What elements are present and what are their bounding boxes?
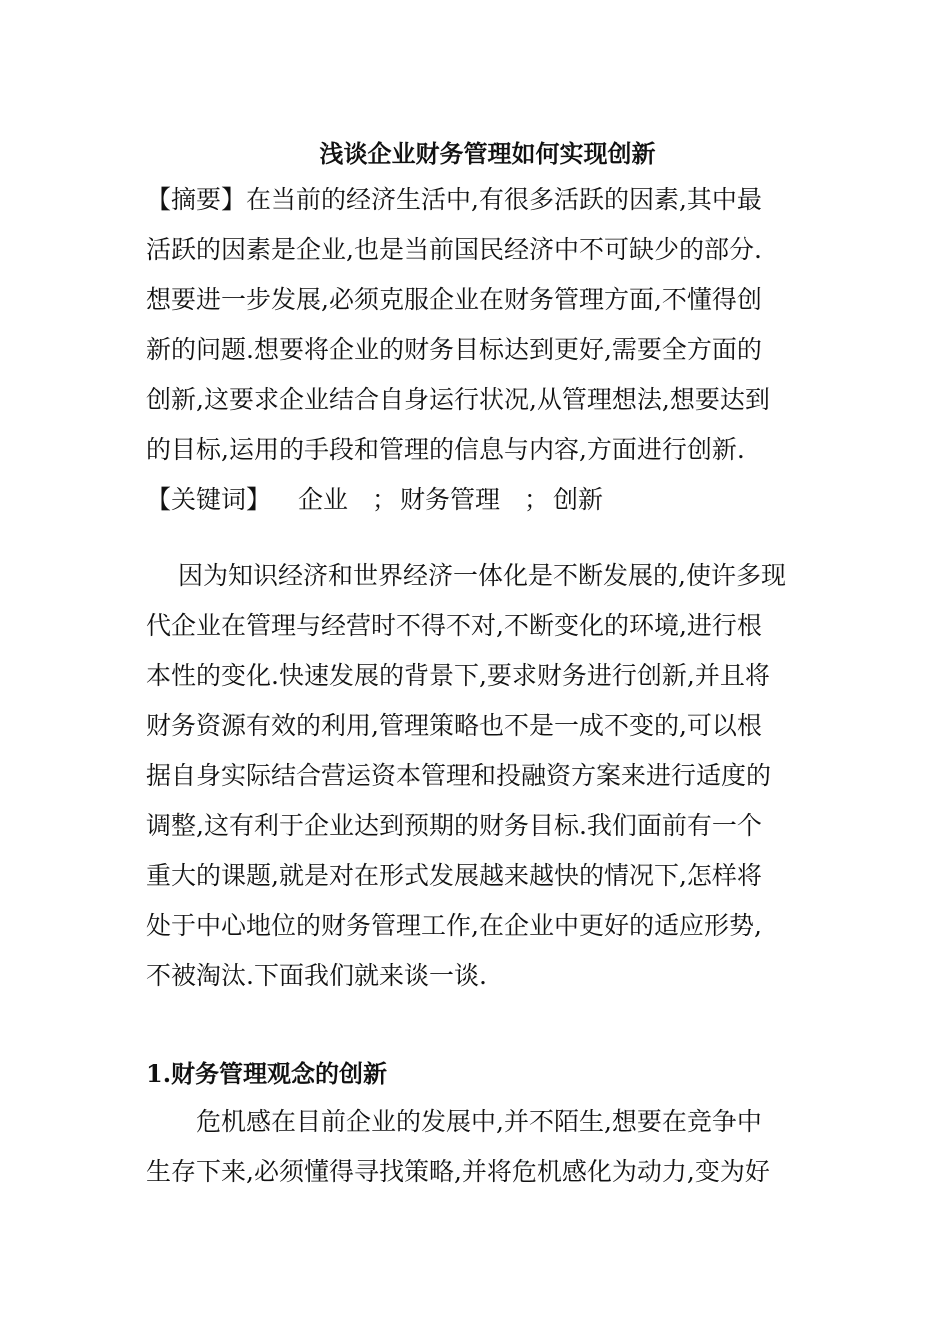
keyword-item: 财务管理 bbox=[400, 485, 501, 514]
abstract-line: 新的问题.想要将企业的财务目标达到更好,需要全方面的 bbox=[146, 335, 762, 364]
keyword-separator: ； bbox=[524, 485, 550, 514]
abstract-line: 想要进一步发展,必须克服企业在财务管理方面,不懂得创 bbox=[146, 285, 762, 314]
intro-line: 财务资源有效的利用,管理策略也不是一成不变的,可以根 bbox=[146, 711, 762, 740]
keyword-item: 企业 bbox=[298, 485, 349, 514]
keyword-item: 创新 bbox=[553, 485, 604, 514]
intro-line: 重大的课题,就是对在形式发展越来越快的情况下,怎样将 bbox=[146, 861, 762, 890]
intro-line: 调整,这有利于企业达到预期的财务目标.我们面前有一个 bbox=[146, 811, 762, 840]
document-title: 浅谈企业财务管理如何实现创新 bbox=[319, 139, 656, 168]
keywords-label: 【关键词】 bbox=[146, 485, 272, 514]
intro-line: 因为知识经济和世界经济一体化是不断发展的,使许多现 bbox=[178, 561, 786, 590]
abstract-line: 【摘要】在当前的经济生活中,有很多活跃的因素,其中最 bbox=[146, 185, 762, 214]
intro-line: 不被淘汰.下面我们就来谈一谈. bbox=[146, 961, 487, 990]
abstract-line: 的目标,运用的手段和管理的信息与内容,方面进行创新. bbox=[146, 435, 745, 464]
section-line: 危机感在目前企业的发展中,并不陌生,想要在竞争中 bbox=[196, 1107, 762, 1136]
intro-line: 本性的变化.快速发展的背景下,要求财务进行创新,并且将 bbox=[146, 661, 770, 690]
intro-line: 处于中心地位的财务管理工作,在企业中更好的适应形势, bbox=[146, 911, 762, 940]
abstract-line: 活跃的因素是企业,也是当前国民经济中不可缺少的部分. bbox=[146, 235, 762, 264]
abstract-line: 创新,这要求企业结合自身运行状况,从管理想法,想要达到 bbox=[146, 385, 770, 414]
keyword-separator: ； bbox=[372, 485, 398, 514]
section-line: 生存下来,必须懂得寻找策略,并将危机感化为动力,变为好 bbox=[146, 1157, 770, 1186]
section-heading: 1.财务管理观念的创新 bbox=[146, 1059, 388, 1088]
intro-line: 据自身实际结合营运资本管理和投融资方案来进行适度的 bbox=[146, 761, 772, 790]
intro-line: 代企业在管理与经营时不得不对,不断变化的环境,进行根 bbox=[146, 611, 762, 640]
